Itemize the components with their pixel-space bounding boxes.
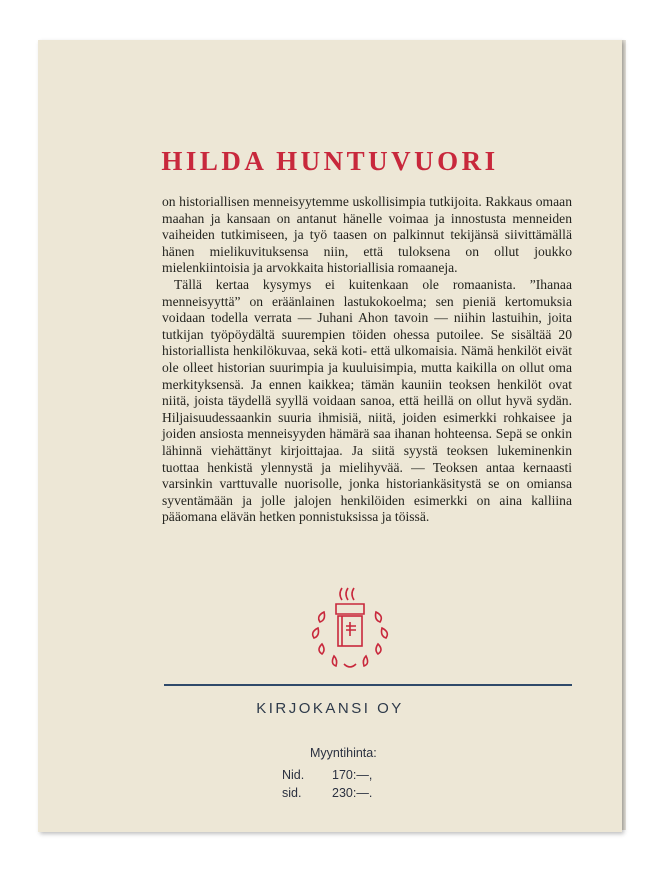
book-back-cover bbox=[38, 40, 622, 832]
author-title: HILDA HUNTUVUORI bbox=[161, 146, 499, 176]
price-label: Nid. bbox=[282, 768, 305, 782]
price-heading: Myyntihinta: bbox=[310, 746, 377, 760]
divider-rule bbox=[164, 684, 572, 686]
publisher-name: KIRJOKANSI OY bbox=[256, 700, 404, 717]
price-label: sid. bbox=[282, 786, 302, 800]
price-row-sid bbox=[282, 786, 372, 800]
price-row-nid bbox=[282, 768, 372, 782]
price-value: 230:—. bbox=[332, 786, 373, 800]
blurb-paragraph-2: Tällä kertaa kysymys ei kuitenkaan ole romaanista. ”Ihanaa menneisyyttä” on eräänlainen lastukokoelma; sen pieniä kertomuksia voidaan todella verrata — Juhani Ahon tavoin — niihin lastuihin, joita tutkijan työpöydältä suurempien töiden ohessa putoilee. Se sisältää 20 historiallista henkilökuvaa, sekä koti- että ulkomaisia. Nämä henkilöt eivät ole olleet historian suurimpia ja kuuluisimpia, mutta kaikilla on ollut oma merkityksensä. Ja ennen kaikkea; tämän kauniin teoksen henkilöt ovat niitä, joista täydellä syyllä voidaan sanoa, että heillä on ollut hyvä sydän. Hiljaisuudessaankin suuria ihmisiä, niitä, joiden esimerkki rohkaisee ja joiden ansiosta menneisyyden hämärä saa ihanan hohteensa. Sepä se onkin lähinnä viehättänyt kirjoittajaa. Ja siitä syystä teoksen lukeminenkin tuottaa henkistä ylennystä ja mielihyvää. — Teoksen antaa kernaasti varsinkin varttuvalle nuorisolle, jonka historiankäsitystä se on omiansa syventämään ja jolle jalojen henkilöiden esimerkki on aina kalliina pääomana elävän hetken ponnistuksissa ja töissä. bbox=[162, 276, 572, 525]
book-wreath-emblem-icon bbox=[304, 582, 396, 674]
price-value: 170:—, bbox=[332, 768, 373, 782]
blurb-text bbox=[162, 194, 572, 526]
blurb-paragraph-1: on historiallisen menneisyytemme uskollisimpia tutkijoita. Rakkaus omaan maahan ja kansaan on antanut hänelle voimaa ja innostusta menneiden vaiheiden tutkimiseen, ja työ taasen on palkinnut tekijänsä siivittämällä hänen mielikuvituksensa niin, että tuloksena on ollut joukko mielenkiintoisia ja arvokkaita historiallisia romaaneja. bbox=[162, 194, 572, 276]
